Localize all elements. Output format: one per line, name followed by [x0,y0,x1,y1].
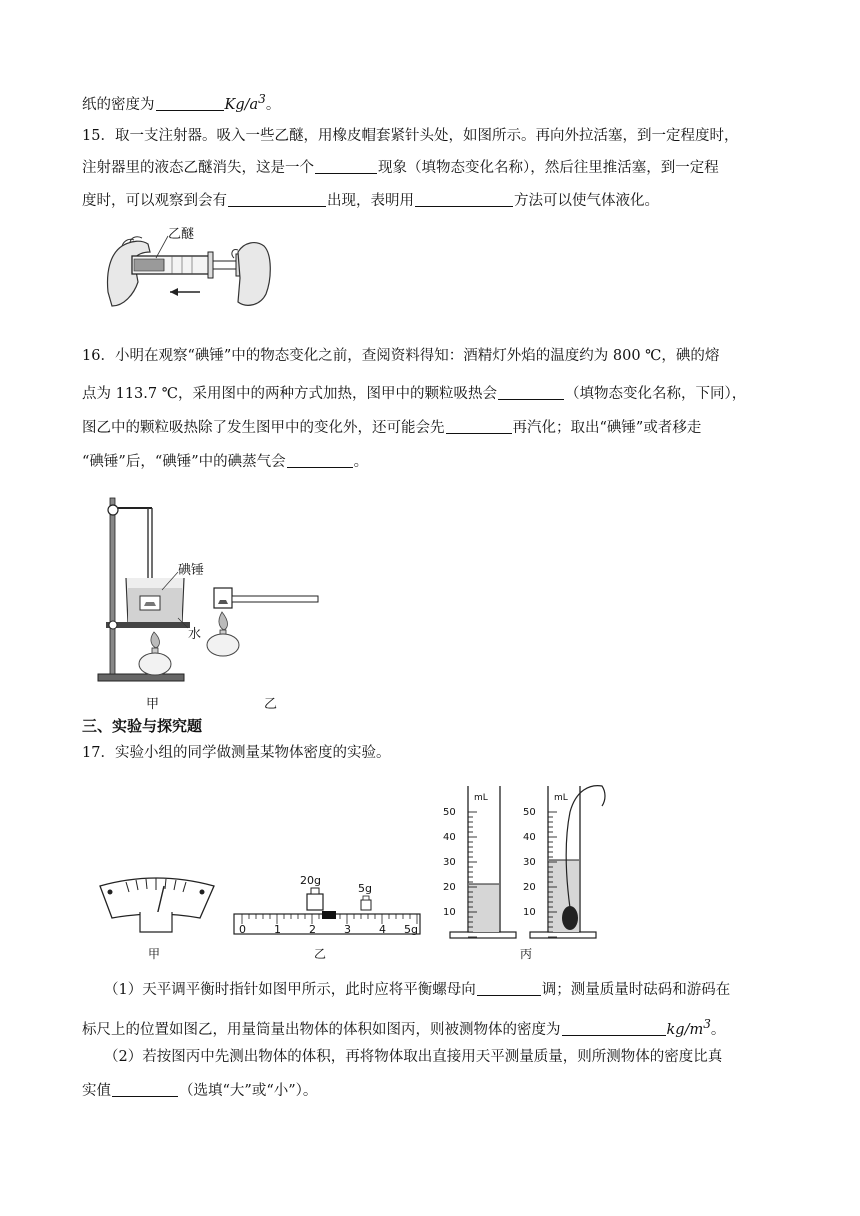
q16-text: 。 [353,454,369,470]
punct: 。 [265,96,281,113]
ether-label: 乙醚 [168,227,195,242]
answer-blank[interactable] [415,192,513,207]
q16-text: “碘锤”后，“碘锤”中的碘蒸气会 [82,454,286,470]
tick-label: 10 [443,907,456,918]
q16-text: 图乙中的颗粒吸热除了发生图甲中的变化外，还可能会先 [82,420,445,436]
answer-blank[interactable] [562,1021,666,1036]
syringe-figure [104,222,274,312]
tick-label: 30 [523,857,536,868]
q14-tail-text: 纸的密度为 [82,96,155,113]
section-heading: 三、实验与探究题 [82,717,203,735]
water-label: 水 [188,627,202,642]
answer-blank[interactable] [287,453,353,468]
scale-label-1: 1 [274,923,281,936]
scale-label-3: 3 [344,923,351,936]
q15-text: 度时，可以观察到会有 [82,193,227,209]
q15-line-2 [82,158,719,178]
q17-text: 标尺上的位置如图乙，用量筒量出物体的体积如图丙，则被测物体的密度为 [82,1021,561,1038]
tick-label: 20 [523,882,536,893]
q17-part1-line-1 [104,980,730,1000]
answer-blank[interactable] [112,1082,178,1097]
fig-yi-label: 乙 [314,947,327,961]
fig-jia-label: 甲 [146,697,160,712]
q15-line-1: 15．取一支注射器。吸入一些乙醚，用橡皮帽套紧针头处，如图所示。再向外拉活塞，到一定程度时， [82,128,739,144]
q14-tail-line [82,89,280,115]
scale-label-5: 5g [404,923,418,936]
tick-label: 40 [443,832,456,843]
weight-20g-label: 20g [300,874,321,887]
q16-line-2 [82,384,746,404]
scale-label-2: 2 [309,923,316,936]
q17-part1-line-2 [82,1014,725,1040]
q15-text: 出现，表明用 [327,193,414,209]
tick-label: 10 [523,907,536,918]
tick-label: 40 [523,832,536,843]
q17-text: （1）天平调平衡时指针如图甲所示，此时应将平衡螺母向 [104,982,476,998]
fig-jia-label: 甲 [148,947,161,961]
iodine-hammer-label: 碘锤 [178,563,205,578]
submerged-object [562,906,578,930]
q16-text: 再汽化；取出“碘锤”或者移走 [512,420,702,436]
rider-marker [322,911,336,919]
q15-text: 方法可以使气体液化。 [514,193,659,209]
q17-text: 调；测量质量时砝码和游码在 [541,982,731,998]
q17-text: 实值 [82,1083,111,1099]
density-unit-exp: 3 [703,1017,711,1031]
scale-label-0: 0 [239,923,246,936]
tick-label: 50 [523,807,536,818]
q17-part2-line-2 [82,1081,317,1101]
weight-5g-label: 5g [358,882,372,895]
density-unit-exp: 3 [258,92,266,106]
density-unit: kg/m [666,1021,704,1038]
punct: 。 [710,1021,726,1038]
density-experiment-figure [96,782,636,966]
q15-line-3 [82,191,659,211]
tick-label: 20 [443,882,456,893]
q15-text: 注射器里的液态乙醚消失，这是一个 [82,160,314,176]
answer-blank[interactable] [315,159,377,174]
q16-line-4 [82,452,368,472]
scale-label-4: 4 [379,923,386,936]
q16-text: 点为 113.7 ℃，采用图中的两种方式加热，图甲中的颗粒吸热会 [82,386,497,402]
q17-intro: 17．实验小组的同学做测量某物体密度的实验。 [82,745,391,761]
iodine-hammer-figure [96,492,336,714]
q16-text: （填物态变化名称，下同）， [564,386,747,402]
tick-label: 50 [443,807,456,818]
answer-blank[interactable] [498,385,564,400]
ml-label: mL [554,793,568,803]
ml-label: mL [474,793,488,803]
tick-label: 30 [443,857,456,868]
density-unit: Kg/a [224,96,259,113]
fig-yi-label: 乙 [264,697,278,712]
q17-part2-line-1: （2）若按图丙中先测出物体的体积，再将物体取出直接用天平测量质量，则所测物体的密度比真 [104,1049,723,1065]
fig-bing-label: 丙 [520,947,533,961]
q15-text: 现象（填物态变化名称），然后往里推活塞，到一定程 [378,160,719,176]
answer-blank[interactable] [446,419,512,434]
q17-text: （选填“大”或“小”）。 [179,1083,318,1099]
answer-blank[interactable] [477,981,541,996]
q16-line-3 [82,418,701,438]
q16-line-1: 16．小明在观察“碘锤”中的物态变化之前，查阅资料得知：酒精灯外焰的温度约为 800 ℃，碘的熔 [82,348,720,364]
answer-blank[interactable] [156,96,224,111]
answer-blank[interactable] [228,192,326,207]
